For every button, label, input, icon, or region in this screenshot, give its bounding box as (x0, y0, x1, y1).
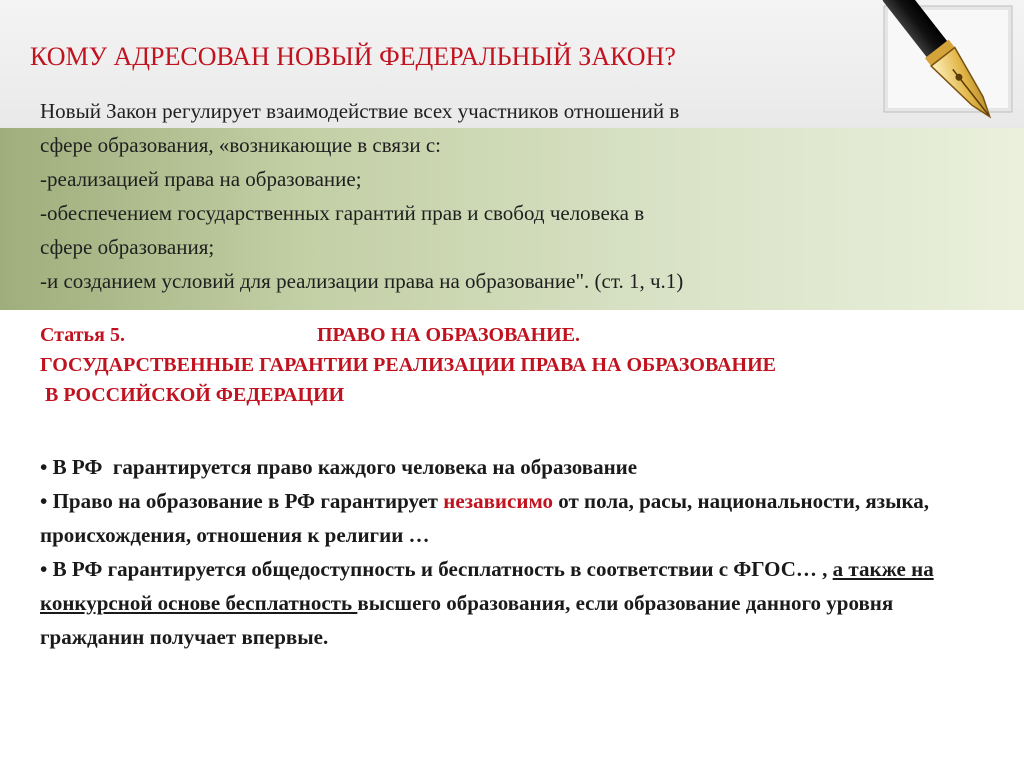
article-header (40, 320, 1000, 410)
article-subheading-line2: В РОССИЙСКОЙ ФЕДЕРАЦИИ (40, 384, 345, 406)
intro-line: -обеспечением государственных гарантий прав и свобод человека в (40, 201, 645, 225)
article-number: Статья 5. (40, 324, 125, 346)
article-heading: ПРАВО НА ОБРАЗОВАНИЕ. (317, 324, 581, 346)
bullet-item-1: • В РФ гарантируется право каждого человека на образование (40, 455, 638, 479)
intro-line: -и созданием условий для реализации права на образование". (ст. 1, ч.1) (40, 269, 684, 293)
intro-line: Новый Закон регулирует взаимодействие всех участников отношений в (40, 99, 680, 123)
bullet-2-highlight: независимо (443, 489, 553, 513)
bullet-2-text-start: • Право на образование в РФ гарантирует (40, 489, 444, 513)
intro-line: сфере образования, «возникающие в связи с: (40, 133, 441, 157)
bullet-list (40, 450, 990, 654)
intro-line: сфере образования; (40, 235, 215, 259)
slide-title: КОМУ АДРЕСОВАН НОВЫЙ ФЕДЕРАЛЬНЫЙ ЗАКОН? (30, 42, 676, 71)
bullet-3-underlined: а также на конкурсной основе бесплатность (40, 557, 934, 615)
article-subheading-line1: ГОСУДАРСТВЕННЫЕ ГАРАНТИИ РЕАЛИЗАЦИИ ПРАВА НА ОБРАЗОВАНИЕ (40, 354, 776, 376)
intro-paragraph (40, 94, 920, 298)
bullet-item-3 (40, 552, 990, 654)
bullet-item-2 (40, 484, 990, 552)
intro-line: -реализацией права на образование; (40, 167, 362, 191)
bullet-2-text-end: от пола, расы, национальности, языка, происхождения, отношения к религии … (40, 489, 930, 547)
bullet-3-text-end: высшего образования, если образование данного уровня гражданин получает впервые. (40, 591, 894, 649)
bullet-3-text-start: • В РФ гарантируется общедоступность и бесплатность в соответствии с ФГОС… , (40, 557, 833, 581)
